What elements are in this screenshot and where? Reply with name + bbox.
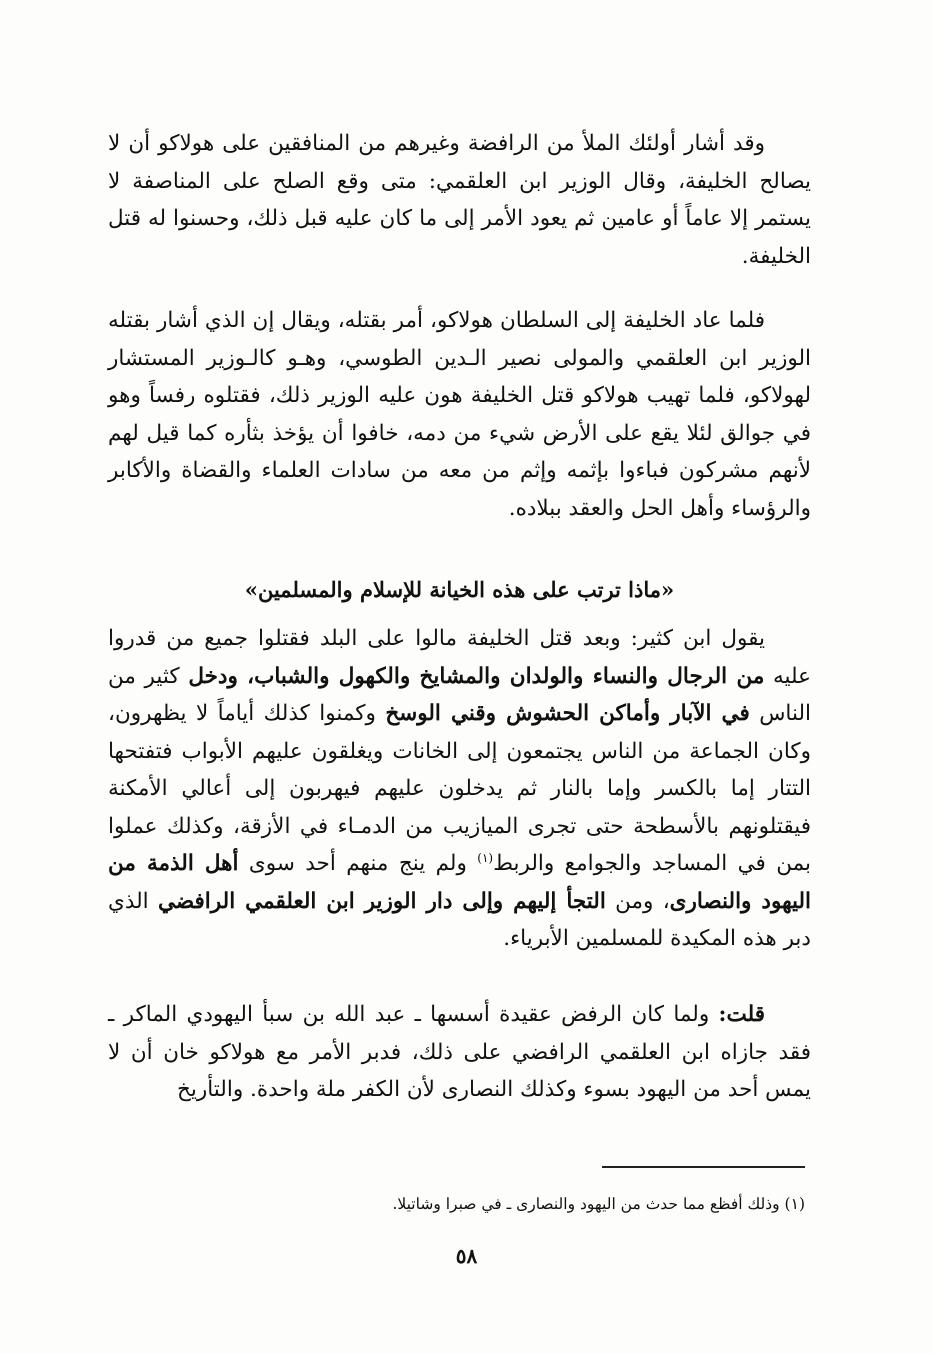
bold-text-run: من الرجال والنساء والولدان والمشايخ والكهول والشباب، ودخل [188, 663, 765, 689]
text-run: ولما كان الرفض عقيدة أسسها ـ عبد الله بن سبأ اليهودي الماكر ـ فقد جازاه ابن العلقمي الرافضي على ذلك، فدبر الأمر مع هولاكو خان أن لا يمس أحد من اليهود بسوء وكذلك النصارى لأن الكفر ملة واحدة. والتأريخ [108, 1002, 811, 1102]
footnote-reference: (١) [477, 850, 494, 865]
comment-lead: قلت: [718, 1002, 765, 1027]
footnote-divider [602, 1166, 805, 1168]
text-run: الذي دبر هذه المكيدة للمسلمين الأبرياء. [108, 888, 811, 951]
footnote: (١) وذلك أفظع مما حدث من اليهود والنصارى ـ في صبرا وشاتيلا. [392, 1195, 805, 1213]
paragraph-caliph-killing: فلما عاد الخليفة إلى السلطان هولاكو، أمر بقتله، ويقال إن الذي أشار بقتله الوزير ابن العلقمي والمولى نصير الـدين الطوسي، وهـو كالـوزير المستشار لهولاكو، فلما تهيب هولاكو قتل الخليفة هون عليه الوزير ذلك، فقتلوه رفساً وهو في جوالق لئلا يقع على الأرض شيء من دمه، خافوا أن يؤخذ بثأره كما قيل لهم لأنهم مشركون فباءوا بإثمه وإثم من معه من سادات العلماء والقضاة والأكابر والرؤساء وأهل الحل والعقد ببلاده. [108, 308, 811, 521]
text-run: ، ومن [605, 888, 670, 914]
bold-text-run: أهل الذمة من اليهود والنصارى [108, 851, 812, 914]
text-run: كثير من الناس [108, 663, 812, 726]
bold-text-run: في الآبار وأماكن الحشوش وقني الوسخ [385, 701, 750, 726]
text-run: ولم ينج منهم أحد سوى [238, 851, 478, 876]
text-run: وكمنوا كذلك أياماً لا يظهرون، وكان الجماعة من الناس يجتمعون إلى الخانات ويغلقون عليهم الأبواب فتفتحها التتار إما بالكسر وإما بالنار ثم يدخلون عليهم فيهربون إلى أعالي الأمكنة فيقتلونهم بالأسطحة حتى تجرى الميازيب من الدمـاء في الأزقة، وكذلك عملوا بمن في المساجد والجوامع والربط [108, 701, 811, 876]
section-heading: «ماذا ترتب على هذه الخيانة للإسلام والمسلمين» [244, 577, 675, 602]
text-run: يقول ابن كثير: وبعد قتل الخليفة مالوا على البلد فقتلوا جميع من قدروا عليه [108, 626, 811, 689]
paragraph-ibn-kathir-account [108, 620, 811, 972]
page-number: ٥٨ [455, 1244, 478, 1268]
paragraph-advice-to-hulagu: وقد أشار أولئك الملأ من الرافضة وغيرهم من المنافقين على هولاكو أن لا يصالح الخليفة، وقال الوزير ابن العلقمي: متى وقع الصلح على المناصفة لا يستمر إلا عاماً أو عامين ثم يعود الأمر إلى ما كان عليه قبل ذلك، وحسنوا له قتل الخليفة. [108, 131, 811, 269]
bold-text-run: التجأ إليهم وإلى دار الوزير ابن العلقمي الرافضي [157, 888, 606, 914]
paragraph-author-comment [108, 996, 811, 1112]
